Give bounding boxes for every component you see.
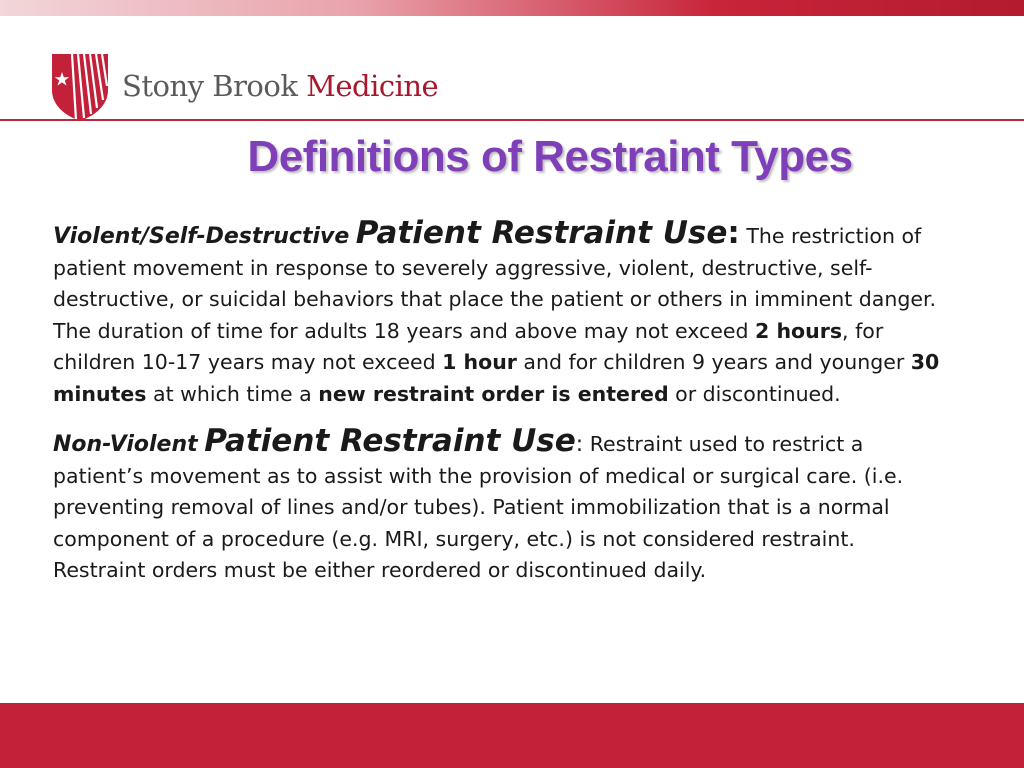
violent-text-3: and for children 9 years and younger	[516, 350, 911, 374]
nonviolent-definition-paragraph	[53, 423, 953, 587]
violent-text-4: at which time a	[146, 381, 319, 406]
slide-title: Definitions of Restraint Types	[247, 132, 853, 181]
header-divider	[0, 119, 1024, 121]
shield-logo-icon	[50, 50, 110, 122]
logo-accent: Medicine	[306, 69, 439, 103]
violent-text-2: , for children 10-17 years may not exceed	[53, 318, 884, 374]
violent-term: Violent/Self-Destructive	[53, 224, 350, 249]
slide-body	[53, 215, 953, 603]
violent-bold-1-hour: 1 hour	[442, 350, 517, 374]
nonviolent-term: Non-Violent	[53, 432, 198, 457]
violent-text-5: or discontinued.	[668, 381, 841, 406]
nonviolent-heading: Patient Restraint Use	[204, 423, 576, 459]
violent-heading: Patient Restraint Use	[355, 215, 728, 251]
violent-bold-2-hours: 2 hours	[755, 318, 843, 343]
nonviolent-text: Restraint used to restrict a patient’s movement as to assist with the provision of medical or surgical care. (i.e. preventing removal of lines and/or tubes). Patient immobilization that is a normal component of a procedure (e.g. MRI, surgery, etc.) is not considered restraint. Restraint orders must be either reordered or discontinued daily.	[53, 432, 904, 582]
violent-bold-30-minutes: 30 minutes	[53, 350, 940, 406]
footer-band	[0, 703, 1024, 768]
logo-name: Stony Brook	[122, 69, 307, 103]
violent-bold-new-order: new restraint order is entered	[318, 381, 669, 406]
violent-definition-paragraph	[53, 215, 953, 410]
header	[0, 16, 1024, 120]
top-decorative-band	[0, 0, 1024, 16]
nonviolent-colon: :	[575, 432, 584, 457]
violent-text-1: The restriction of patient movement in response to severely aggressive, violent, destructive, self-destructive, or suicidal behaviors that place the patient or others in imminent danger. The duration of time for adults 18 years and above may not exceed	[53, 224, 937, 343]
logo-wordmark	[122, 69, 438, 103]
violent-colon: :	[727, 215, 740, 251]
stony-brook-medicine-logo	[50, 50, 438, 122]
